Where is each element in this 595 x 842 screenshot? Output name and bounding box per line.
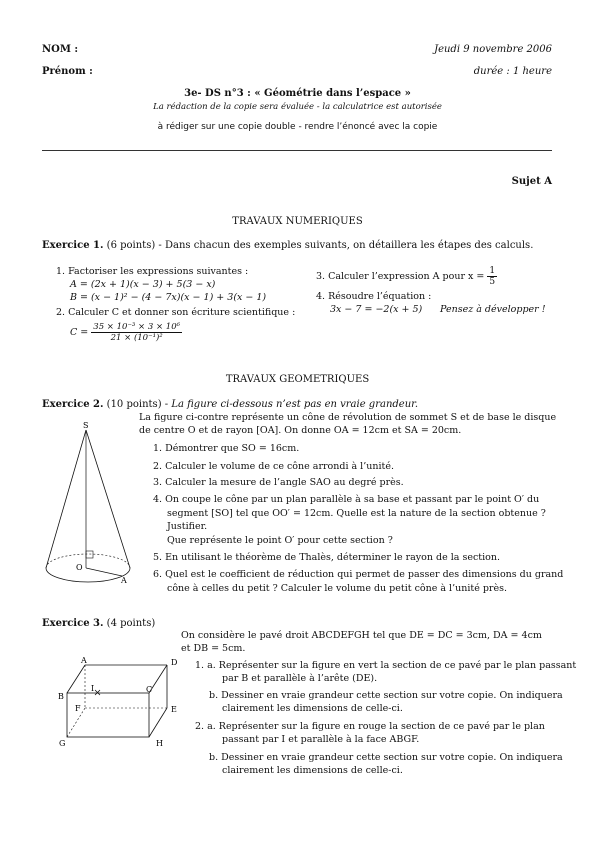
section-heading-geometric: TRAVAUX GEOMETRIQUES [225, 374, 370, 385]
expr-C-left: C = [70, 327, 89, 338]
ex3-item-1b-2: clairement les dimensions de celle-ci. [222, 703, 403, 714]
box-label-I: I [91, 684, 95, 693]
exercise-3-header [42, 618, 155, 629]
ex1-question-1: 1. Factoriser les expressions suivantes : [56, 266, 249, 277]
cone-base-back [46, 554, 130, 568]
cone-label-O: O [76, 563, 83, 572]
subject-label: Sujet A [511, 176, 552, 187]
ex2-item-6a: 6. Quel est le coefficient de réduction qui permet de passer des dimensions du grand [153, 569, 564, 580]
exercise-2-title: Exercice 2. [42, 399, 104, 410]
exercise-3-title: Exercice 3. [42, 618, 104, 629]
cone-label-A: A [121, 576, 127, 585]
ex3-item-1a-2: par B et parallèle à l’arête (DE). [222, 673, 378, 684]
ex2-item-4b: segment [SO] tel que OO′ = 12cm. Quelle est la nature de la section obtenue ? [167, 508, 546, 519]
subtitle: La rédaction de la copie sera évaluée - la calculatrice est autorisée [153, 102, 442, 112]
cone-left-edge [46, 430, 86, 568]
exercise-2-note: La figure ci-dessous n’est pas en vraie grandeur. [171, 399, 419, 410]
box-figure [55, 653, 185, 753]
divider [42, 150, 552, 151]
front-face [67, 693, 149, 737]
ex2-item-6b: cône à celles du petit ? Calculer le volume du petit cône à l’unité près. [167, 583, 507, 594]
ex3-item-1b-1: b. Dessiner en vraie grandeur cette section sur votre copie. On indiquera [209, 690, 563, 701]
ex3-intro-2: et DB = 5cm. [181, 643, 246, 654]
point-I-mark [95, 690, 100, 695]
ex2-item-4d: Que représente le point O′ pour cette section ? [167, 535, 393, 546]
prenom-label: Prénom : [42, 66, 93, 77]
box-label-D: D [171, 658, 178, 667]
cone-right-edge [86, 430, 130, 568]
exercise-3-points: (4 points) [106, 618, 156, 629]
ex2-item-3: 3. Calculer la mesure de l’angle SAO au degré près. [153, 477, 404, 488]
cone-label-S: S [83, 421, 89, 430]
expr-C-numerator: 35 × 10⁻³ × 3 × 10⁶ [93, 322, 181, 332]
ex1-question-4: 4. Résoudre l’équation : [316, 291, 432, 302]
expr-C-fraction [91, 322, 182, 343]
box-label-C: C [146, 685, 153, 694]
ex1-question-2: 2. Calculer C et donner son écriture scientifique : [56, 307, 296, 318]
exercise-1-title: Exercice 1. [42, 240, 104, 251]
ex2-item-2: 2. Calculer le volume de ce cône arrondi à l’unité. [153, 461, 394, 472]
ex3-item-2b-1: b. Dessiner en vraie grandeur cette section sur votre copie. On indiquera [209, 752, 563, 763]
exercise-2-points: (10 points) - [106, 399, 169, 410]
ex2-item-4a: 4. On coupe le cône par un plan parallèle à sa base et passant par le point O′ du [153, 494, 540, 505]
q3-fraction [487, 266, 497, 287]
box-label-F: F [75, 704, 81, 713]
ex1-expr-C [70, 322, 182, 343]
exercise-2-header [42, 399, 418, 410]
edge-HE [149, 708, 167, 737]
ex2-item-1: 1. Démontrer que SO = 16cm. [153, 443, 300, 454]
ex3-item-2a-1: 2. a. Représenter sur la figure en rouge la section de ce pavé par le plan [195, 721, 545, 732]
edge-BA [67, 665, 85, 693]
instruction: à rédiger sur une copie double - rendre l’énoncé avec la copie [157, 122, 438, 132]
ex1-expr-B: B = (x − 1)² − (4 − 7x)(x − 1) + 3(x − 1) [70, 292, 267, 303]
ex2-intro-1: La figure ci-contre représente un cône de révolution de sommet S et de base le disque [139, 412, 557, 423]
expr-C-denominator: 21 × (10⁻¹)² [110, 333, 163, 343]
exercise-1-header [42, 240, 533, 251]
box-label-A: A [81, 656, 87, 665]
ex2-intro-2: de centre O et de rayon [OA]. On donne OA = 12cm et SA = 20cm. [139, 425, 462, 436]
box-label-G: G [59, 739, 66, 748]
ex1-hint: Pensez à développer ! [440, 304, 546, 315]
ex1-expr-A: A = (2x + 1)(x − 3) + 5(3 − x) [70, 279, 216, 290]
page-title: 3e- DS n°3 : « Géométrie dans l’espace » [184, 88, 411, 99]
section-heading-numeric: TRAVAUX NUMERIQUES [232, 216, 363, 227]
duration: durée : 1 heure [473, 66, 552, 77]
q3-text: 3. Calculer l’expression A pour x = [316, 271, 485, 282]
ex1-question-3 [316, 266, 497, 287]
box-label-H: H [156, 739, 163, 748]
box-label-B: B [58, 692, 64, 701]
cone-figure [40, 420, 150, 590]
nom-label: NOM : [42, 44, 79, 55]
q3-denominator: 5 [489, 277, 496, 287]
cone-radius [86, 568, 122, 576]
ex1-equation: 3x − 7 = −2(x + 5) [330, 304, 423, 315]
ex3-item-1a-1: 1. a. Représenter sur la figure en vert la section de ce pavé par le plan passant [195, 660, 577, 671]
box-label-E: E [171, 705, 177, 714]
ex3-intro-1: On considère le pavé droit ABCDEFGH tel que DE = DC = 3cm, DA = 4cm [181, 630, 542, 641]
right-angle-mark [86, 551, 93, 558]
ex3-item-2b-2: clairement les dimensions de celle-ci. [222, 765, 403, 776]
exercise-1-points: (6 points) - Dans chacun des exemples suivants, on détaillera les étapes des calculs. [106, 240, 534, 251]
ex3-item-2a-2: passant par I et parallèle à la face ABGF. [222, 734, 420, 745]
date: Jeudi 9 novembre 2006 [434, 44, 552, 55]
q3-numerator: 1 [489, 266, 496, 276]
ex2-item-4c: Justifier. [167, 521, 208, 532]
ex2-item-5: 5. En utilisant le théorème de Thalès, déterminer le rayon de la section. [153, 552, 501, 563]
